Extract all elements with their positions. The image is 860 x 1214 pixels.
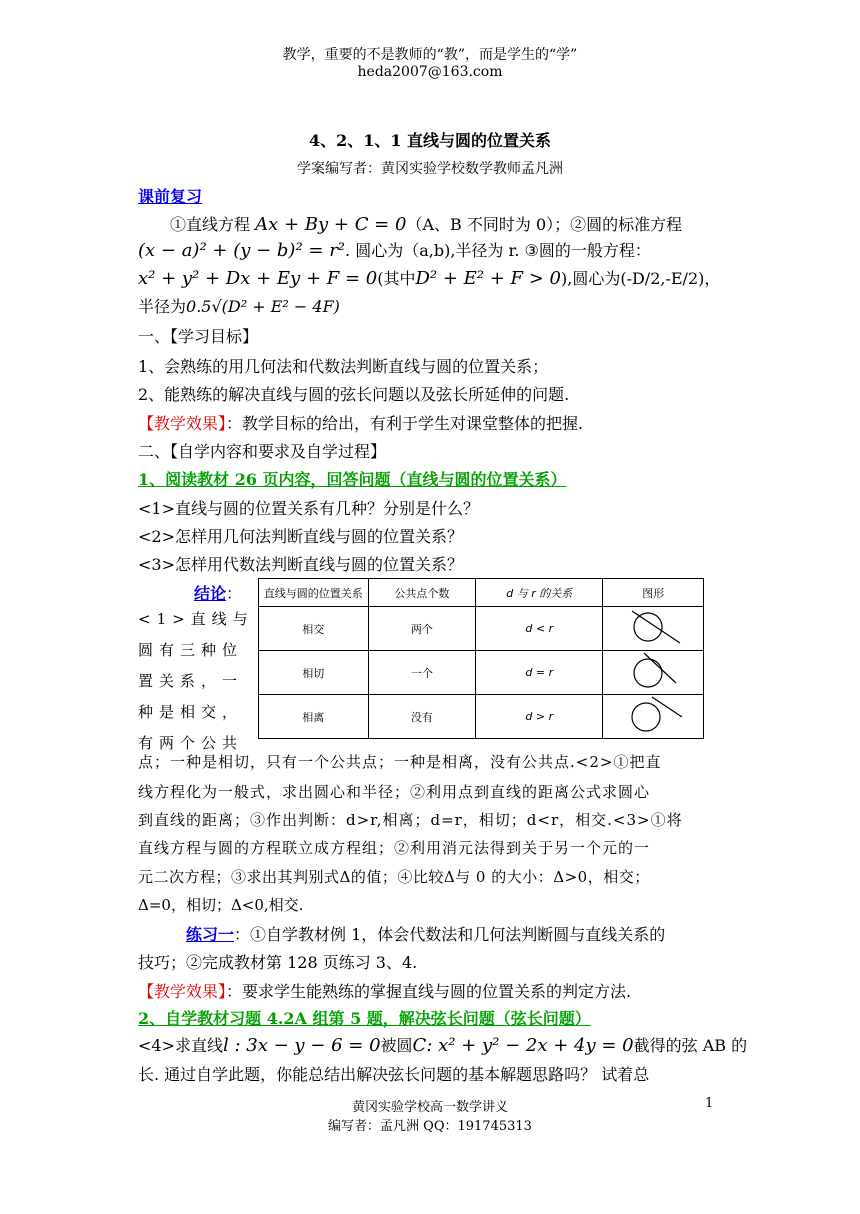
relation-table [258,578,704,739]
review-line-2 [138,238,651,261]
cond-cell: d < r [476,607,603,651]
author-line: 学案编写者：黄冈实验学校数学教师孟凡洲 [297,161,563,177]
effect-label: 【教学效果】 [138,414,227,433]
figure-cell [603,651,704,695]
header-motto: 教学，重要的不是教师的“教”，而是学生的“学” [282,47,578,63]
circle-standard-equation: (x − a)² + (y − b)² = r² [138,240,346,261]
practice-label: 练习一 [186,925,235,944]
line-equation: Ax + By + C = 0 [255,214,407,235]
para-line-3: 到直线的距离；③作出判断：d>r,相离；d=r，相切；d<r，相交.<3>①将 [138,811,683,829]
count-cell: 一个 [368,651,476,695]
relation-cell: 相交 [259,607,369,651]
conclusion-label: 结论 [194,584,227,603]
figure-cell [603,695,704,739]
condition-equation: D² + E² + F > 0 [415,268,561,289]
q4-text: 截得的弦 AB 的 [633,1036,748,1055]
figure-cell [603,607,704,651]
conclusion-colon: ： [226,584,243,603]
effect-text: ：要求学生能熟练的掌握直线与圆的位置关系的判定方法. [226,982,632,1001]
effect-text: ：教学目标的给出，有利于学生对课堂整体的把握. [226,414,584,433]
goal-1: 1、会熟练的用几何法和代数法判断直线与圆的位置关系； [138,357,549,376]
cond-cell: d > r [476,695,603,739]
practice-line-1 [186,922,665,945]
table-row [259,651,704,695]
table-row [259,695,704,739]
question-2: <2>怎样用几何法判断直线与圆的位置关系？ [138,527,463,546]
relation-cell: 相切 [259,651,369,695]
table-header-row [259,579,704,607]
count-cell: 两个 [368,607,476,651]
header-email: heda2007@163.com [357,64,503,80]
question-4-line-2: 长. 通过自学此题，你能总结出解决弦长问题的基本解题思路吗？ 试着总 [138,1065,650,1084]
radius-formula: 0.5√(D² + E² − 4F) [186,297,340,316]
review-text: . 圆心为（a,b),半径为 r. ③圆的一般方程： [345,241,651,260]
review-line-1 [170,212,682,235]
cond-cell: d = r [476,651,603,695]
page-title: 4、2、1、1 直线与圆的位置关系 [308,131,552,150]
question-4 [138,1033,747,1056]
q4-text: <4>求直线 [138,1036,223,1055]
question-1: <1>直线与圆的位置关系有几种？分别是什么？ [138,499,479,518]
task-2: 2、自学教材习题 4.2A 组第 5 题，解决弦长问题（弦长问题） [138,1009,591,1028]
count-cell: 没有 [368,695,476,739]
review-heading: 课前复习 [138,187,203,206]
intersect-figure [618,607,688,647]
section1-heading: 一、【学习目标】 [138,327,259,346]
relation-cell: 相离 [259,695,369,739]
para-line-2: 线方程化为一般式，求出圆心和半径；②利用点到直线的距离公式求圆心 [138,783,651,801]
tangent-figure [618,651,688,691]
page-number: 1 [705,1096,714,1111]
footer-school: 黄冈实验学校高一数学讲义 [351,1100,508,1115]
table-row [259,607,704,651]
practice-text: ：①自学教材例 1，体会代数法和几何法判断圆与直线关系的 [234,925,666,944]
goal-2: 2、能熟练的解决直线与圆的弦长问题以及弦长所延伸的问题. [138,385,570,404]
para-line-1: 点；一种是相切，只有一个公共点；一种是相离，没有公共点.<2>①把直 [138,753,662,771]
section2-heading: 二、【自学内容和要求及自学过程】 [138,442,387,461]
para-line-4: 直线方程与圆的方程联立成方程组；②利用消元法得到关于另一个元的一 [138,839,651,857]
circle-c-equation: C: x² + y² − 2x + 4y = 0 [412,1035,634,1056]
review-line-3 [138,266,720,289]
narrow-text: <1>直线与圆有三种位置关系，一种是相交，有两个公共 [138,610,254,752]
review-text: 半径为 [138,297,187,316]
review-text: ),圆心为(-D/2,-E/2)， [561,269,721,288]
separate-figure [618,695,688,735]
review-text: （A、B 不同时为 0）；②圆的标准方程 [406,215,683,234]
header-cell: 公共点个数 [368,579,476,607]
review-text: ①直线方程 [170,215,256,234]
footer-author: 编写者：孟凡洲 QQ：191745313 [328,1119,532,1134]
header-cell: 图形 [603,579,704,607]
q4-text: 被圆 [380,1036,413,1055]
line-l-equation: l : 3x − y − 6 = 0 [223,1035,381,1056]
effect-label: 【教学效果】 [138,982,227,1001]
header-cell: 直线与圆的位置关系 [259,579,369,607]
conclusion [194,581,242,604]
effect-1 [138,411,583,434]
header-cell: d 与 r 的关系 [476,579,603,607]
para-line-5: 元二次方程；③求出其判别式Δ的值；④比较Δ与 0 的大小：Δ>0，相交； [138,868,650,886]
question-3: <3>怎样用代数法判断直线与圆的位置关系？ [138,555,463,574]
para-line-6: Δ=0，相切；Δ<0,相交. [138,896,304,914]
circle-general-equation: x² + y² + Dx + Ey + F = 0 [138,268,378,289]
review-text: (其中 [377,269,416,288]
practice-line-2: 技巧；②完成教材第 128 页练习 3、4. [138,953,418,972]
review-line-4 [138,294,340,317]
effect-2 [138,979,631,1002]
task-1: 1、阅读教材 26 页内容，回答问题（直线与圆的位置关系） [138,470,567,489]
